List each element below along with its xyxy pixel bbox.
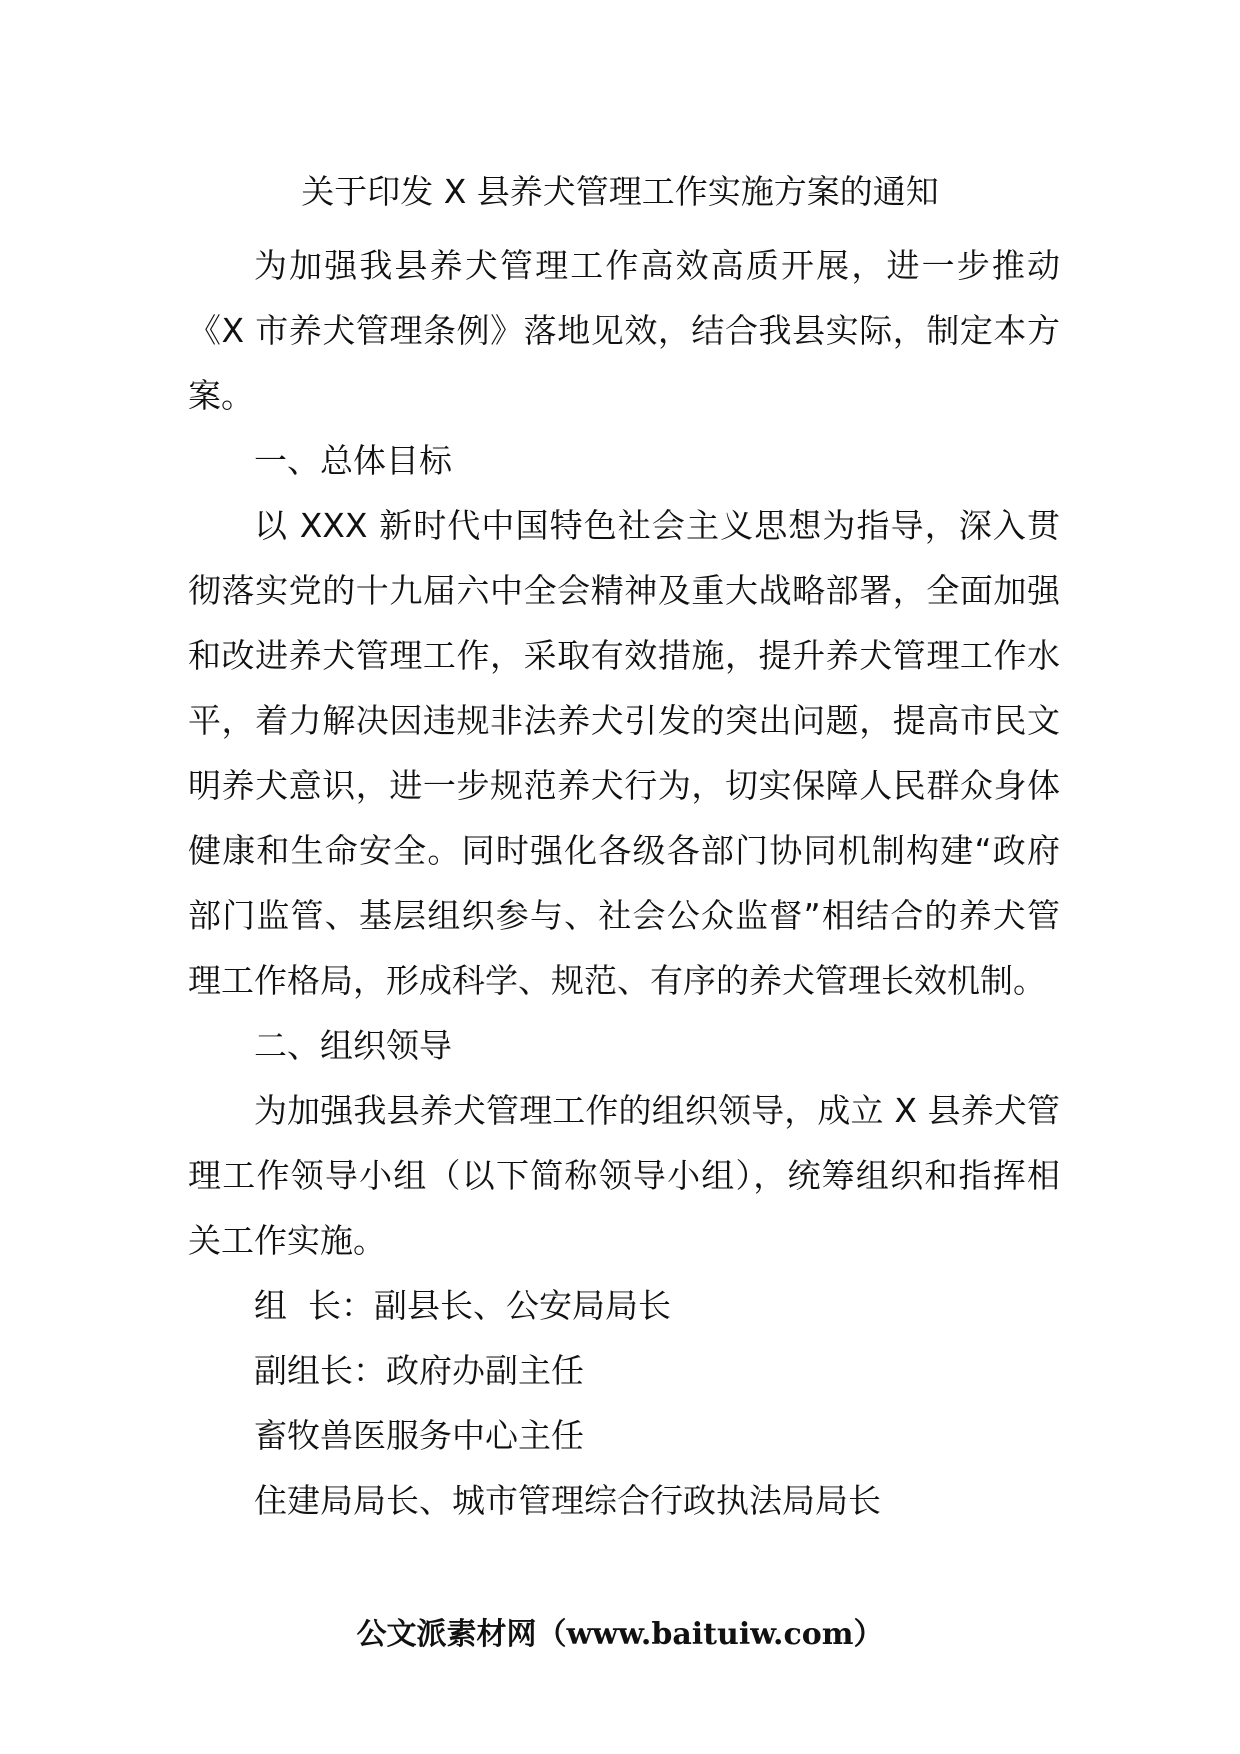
section-heading-organization: 二、组织领导 bbox=[254, 1026, 452, 1065]
member-line-leader: 组 长：副县长、公安局局长 bbox=[254, 1286, 671, 1325]
footer-watermark: 公文派素材网（www.baituiw.com） bbox=[356, 1617, 884, 1652]
member-line-deputy-3: 住建局局长、城市管理综合行政执法局局长 bbox=[254, 1481, 881, 1520]
section-paragraph-overall-goal: 以 XXX 新时代中国特色社会主义思想为指导，深入贯彻落实党的十九届六中全会精神及重大战略部署，全面加强和改进养犬管理工作，采取有效措施，提升养犬管理工作水平，着力解决因违规非法养犬引发的突出问题，提高市民文明养犬意识，进一步规范养犬行为，切实保障人民群众身体健康和生命安全。同时强化各级各部门协同机制构建“政府部门监管、基层组织参与、社会公众监督”相结合的养犬管理工作格局，形成科学、规范、有序的养犬管理长效机制。 bbox=[188, 506, 1060, 1000]
member-line-deputy-2: 畜牧兽医服务中心主任 bbox=[254, 1416, 584, 1455]
section-paragraph-organization: 为加强我县养犬管理工作的组织领导，成立 X 县养犬管理工作领导小组（以下简称领导小组），统筹组织和指挥相关工作实施。 bbox=[188, 1091, 1060, 1260]
document-body bbox=[188, 233, 1060, 1533]
section-heading-overall-goal: 一、总体目标 bbox=[254, 441, 452, 480]
member-line-deputy: 副组长：政府办副主任 bbox=[254, 1351, 584, 1390]
document-title: 关于印发 X 县养犬管理工作实施方案的通知 bbox=[301, 172, 939, 211]
intro-paragraph: 为加强我县养犬管理工作高效高质开展，进一步推动《X 市养犬管理条例》落地见效，结合我县实际，制定本方案。 bbox=[188, 246, 1060, 415]
